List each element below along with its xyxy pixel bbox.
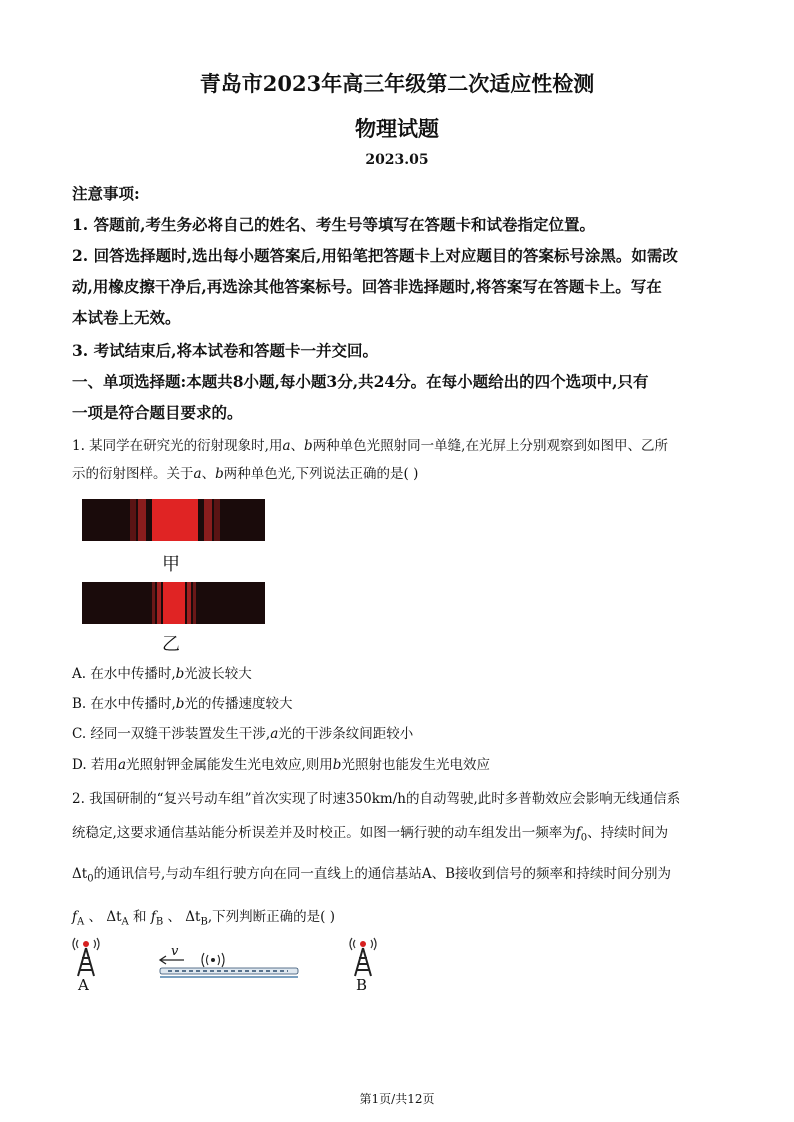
fig-label-jia: 甲	[162, 554, 180, 575]
notice-item-2-line2: 动,用橡皮擦干净后,再选涂其他答案标号。回答非选择题时,将答案写在答题卡上。写在	[72, 277, 662, 296]
station-a-label: A	[78, 976, 89, 994]
tower-b-icon	[343, 936, 383, 980]
q1-option-c[interactable]: C. 经同一双缝干涉装置发生干涉,a光的干涉条纹间距较小	[72, 726, 414, 742]
section-heading-line2: 一项是符合题目要求的。	[72, 403, 243, 422]
station-b-label: B	[356, 976, 368, 994]
q1-option-b[interactable]: B. 在水中传播时,b光的传播速度较大	[72, 696, 293, 712]
q2-line4: $f_A$ 、 $\Delta t_A$ 和 $f_B$ 、 $\Delta t_B$,下列判断正确的是( )	[72, 909, 335, 928]
subject-title: 物理试题	[355, 116, 439, 141]
fig-label-yi: 乙	[162, 634, 180, 655]
notice-item-2-line1: 2. 回答选择题时,选出每小题答案后,用铅笔把答题卡上对应题目的答案标号涂黑。如需改	[72, 246, 678, 265]
notice-heading: 注意事项:	[72, 184, 140, 203]
q1-option-a[interactable]: A. 在水中传播时,b光波长较大	[72, 666, 252, 682]
velocity-label: v	[171, 944, 179, 959]
page-number: 第1页/共12页	[359, 1092, 435, 1106]
q1-option-d[interactable]: D. 若用a光照射钾金属能发生光电效应,则用b光照射也能发生光电效应	[72, 757, 490, 773]
q2-line3: $\Delta t_0$的通讯信号,与动车组行驶方向在同一直线上的通信基站A、B接收到信号的频率和持续时间分别为	[72, 866, 672, 885]
train-figure	[158, 950, 303, 984]
q2-line2: 统稳定,这要求通信基站能分析误差并及时校正。如图一辆行驶的动车组发出一频率为$f_0$、持续时间为	[72, 825, 669, 844]
q2-line1: 2. 我国研制的“复兴号动车组”首次实现了时速350km/h的自动驾驶,此时多普勒效应会影响无线通信系	[72, 791, 681, 807]
tower-a-icon	[66, 936, 106, 980]
notice-item-1: 1. 答题前,考生务必将自己的姓名、考生号等填写在答题卡和试卷指定位置。	[72, 215, 595, 234]
q1-line2: 示的衍射图样。关于a、b两种单色光,下列说法正确的是( )	[72, 466, 419, 482]
notice-item-3: 3. 考试结束后,将本试卷和答题卡一并交回。	[72, 341, 378, 360]
diffraction-pattern-jia	[82, 499, 265, 541]
exam-date: 2023.05	[365, 152, 429, 168]
notice-item-2-line3: 本试卷上无效。	[72, 308, 181, 327]
exam-title: 青岛市2023年高三年级第二次适应性检测	[199, 71, 595, 96]
q1-line1: 1. 某同学在研究光的衍射现象时,用a、b两种单色光照射同一单缝,在光屏上分别观察到如图甲、乙所	[72, 438, 668, 454]
section-heading-line1: 一、单项选择题:本题共8小题,每小题3分,共24分。在每小题给出的四个选项中,只有	[72, 372, 649, 391]
diffraction-pattern-yi	[82, 582, 265, 624]
